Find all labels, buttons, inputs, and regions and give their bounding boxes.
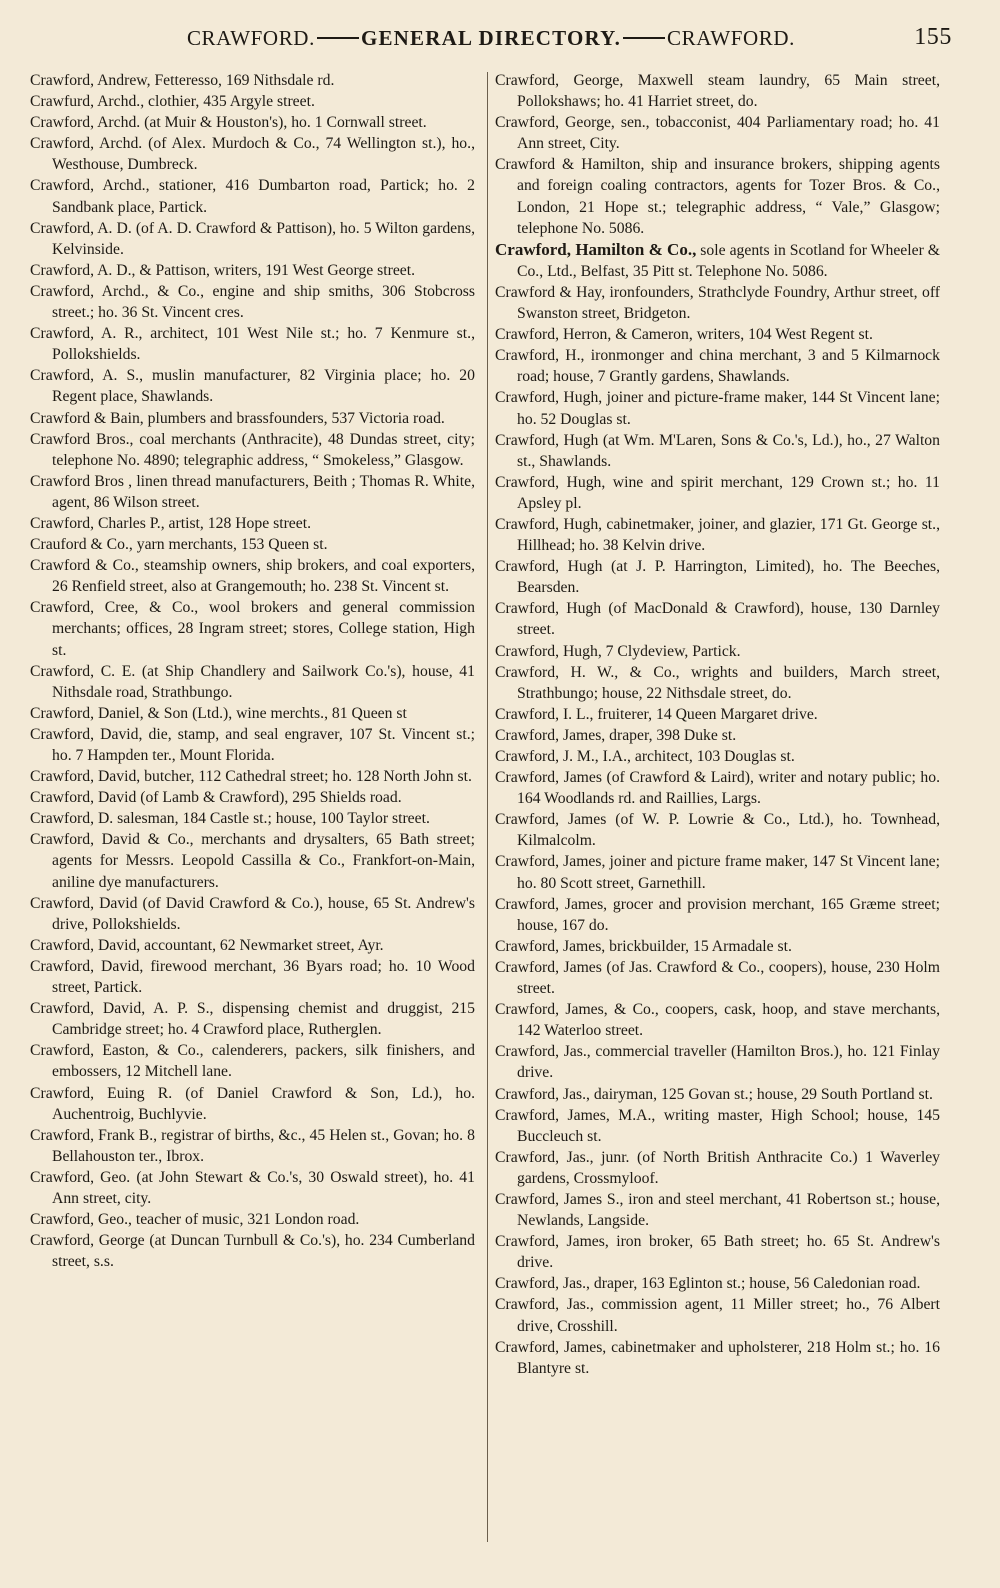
- directory-entry: Crawford, H., ironmonger and china merchant, 3 and 5 Kilmarnock road; house, 7 Grantly gardens, Shawlands.: [495, 347, 940, 386]
- header-title: GENERAL DIRECTORY.: [360, 26, 622, 50]
- column-divider: [487, 72, 488, 1542]
- left-column: [30, 70, 475, 1272]
- directory-entry: Crawford Bros., coal merchants (Anthracite), 48 Dundas street, city; telephone No. 4890; telegraphic address, “ Smokeless,” Glasgow.: [30, 430, 475, 469]
- directory-entry: Crawford, Geo., teacher of music, 321 London road.: [30, 1211, 360, 1229]
- directory-entry: Crawford, David (of Lamb & Crawford), 295 Shields road.: [30, 789, 402, 807]
- directory-entry: Crawford, Archd. (at Muir & Houston's), ho. 1 Cornwall street.: [30, 114, 427, 132]
- directory-entry: Crawford, Herron, & Cameron, writers, 104 West Regent st.: [495, 326, 873, 344]
- directory-entry: Crawford, James, grocer and provision merchant, 165 Græme street; house, 167 do.: [495, 895, 940, 934]
- directory-entry: Crawford, David, firewood merchant, 36 Byars road; ho. 10 Wood street, Partick.: [30, 957, 475, 997]
- directory-entry: Crawford, David, accountant, 62 Newmarket street, Ayr.: [30, 936, 384, 954]
- directory-entry: Crawford, Hugh, 7 Clydeview, Partick.: [495, 642, 741, 660]
- directory-entry: Crawford, Hugh, cabinetmaker, joiner, and glazier, 171 Gt. George st., Hillhead; ho. 38 Kelvin drive.: [495, 515, 940, 555]
- directory-entry: Crawford, C. E. (at Ship Chandlery and Sailwork Co.'s), house, 41 Nithsdale road, Strathbungo.: [30, 662, 475, 701]
- directory-entry: Crawford & Bain, plumbers and brassfounders, 537 Victoria road.: [30, 409, 445, 427]
- directory-entry: Crawford, A. S., muslin manufacturer, 82 Virginia place; ho. 20 Regent place, Shawlands.: [30, 367, 475, 406]
- directory-entry: Crawford, David (of David Crawford & Co.), house, 65 St. Andrew's drive, Pollokshields.: [30, 894, 475, 933]
- directory-entry: Crawford, James, & Co., coopers, cask, hoop, and stave merchants, 142 Waterloo street.: [495, 1001, 940, 1040]
- directory-entry: Crawford, George (at Duncan Turnbull & Co.'s), ho. 234 Cumberland street, s.s.: [30, 1232, 475, 1271]
- directory-entry: Crawford, Cree, & Co., wool brokers and general commission merchants; offices, 28 Ingram street; stores, College station, High st.: [30, 599, 475, 659]
- directory-entry: Crawford, A. R., architect, 101 West Nile st.; ho. 7 Kenmure st., Pollokshields.: [30, 325, 475, 364]
- entry-text: sole agents in Scotland for Wheeler & Co., Ltd., Belfast, 35 Pitt st. Telephone No. 5086.: [517, 241, 940, 280]
- directory-entry: Crawford, Hugh, wine and spirit merchant, 129 Crown st.; ho. 11 Apsley pl.: [495, 473, 940, 512]
- directory-entry: Crawford, George, sen., tobacconist, 404 Parliamentary road; ho. 41 Ann street, City.: [495, 114, 940, 153]
- directory-entry: Crawford, James, joiner and picture frame maker, 147 St Vincent lane; ho. 80 Scott street, Garnethill.: [495, 853, 940, 892]
- directory-entry: Crawford, A. D., & Pattison, writers, 191 West George street.: [30, 261, 416, 279]
- directory-entry: Crawford, Frank B., registrar of births, &c., 45 Helen st., Govan; ho. 8 Bellahouston ter., Ibrox.: [30, 1126, 475, 1165]
- directory-entry: Crawford, Easton, & Co., calenderers, packers, silk finishers, and embossers, 12 Mitchell lane.: [30, 1042, 475, 1081]
- directory-entry: Crawford, Andrew, Fetteresso, 169 Nithsdale rd.: [30, 72, 335, 89]
- directory-entry: Crawford & Hamilton, ship and insurance brokers, shipping agents and foreign coaling contractors, agents for Tozer Bros. & Co., London, 21 Hope st.; telegraphic address, “ Vale,” Glasgow; telephone No. 5086.: [495, 156, 940, 237]
- directory-entry: Crawford, James (of W. P. Lowrie & Co., Ltd.), ho. Townhead, Kilmalcolm.: [495, 811, 940, 850]
- directory-entry: Crawford, David, butcher, 112 Cathedral street; ho. 128 North John st.: [30, 768, 472, 786]
- directory-entry: Crawford, George, Maxwell steam laundry, 65 Main street, Pollokshaws; ho. 41 Harriet street, do.: [495, 72, 940, 111]
- directory-entry: Crawford, Hugh (at J. P. Harrington, Limited), ho. The Beeches, Bearsden.: [495, 558, 940, 597]
- directory-entry: Crawford, J. M., I.A., architect, 103 Douglas st.: [495, 748, 795, 765]
- directory-entry: Crawford, James, draper, 398 Duke st.: [495, 726, 737, 744]
- directory-entry: Crawford, Archd., & Co., engine and ship smiths, 306 Stobcross street.; ho. 36 St. Vincent cres.: [30, 282, 475, 322]
- directory-entry: Crawford, Hugh (at Wm. M'Laren, Sons & Co.'s, Ld.), ho., 27 Walton st., Shawlands.: [495, 431, 940, 470]
- directory-entry: Crawford, Geo. (at John Stewart & Co.'s, 30 Oswald street), ho. 41 Ann street, city.: [30, 1168, 475, 1207]
- directory-entry: Crawford, David & Co., merchants and drysalters, 65 Bath street; agents for Messrs. Leopold Cassilla & Co., Frankfort-on-Main, aniline dye manufacturers.: [30, 831, 475, 891]
- directory-entry: Crawford, James, iron broker, 65 Bath street; ho. 65 St. Andrew's drive.: [495, 1233, 940, 1272]
- directory-entry: Crawford, Archd., stationer, 416 Dumbarton road, Partick; ho. 2 Sandbank place, Partick.: [30, 177, 475, 216]
- directory-entry: Crawford, James, brickbuilder, 15 Armadale st.: [495, 937, 792, 955]
- directory-entry: Crawford, Hugh (of MacDonald & Crawford), house, 130 Darnley street.: [495, 600, 940, 639]
- directory-entry: Crawford, Jas., junr. (of North British Anthracite Co.) 1 Waverley gardens, Crossmyloof.: [495, 1148, 940, 1187]
- directory-entry: Crawford, James, M.A., writing master, High School; house, 145 Buccleuch st.: [495, 1106, 940, 1145]
- directory-entry: Crawford, D. salesman, 184 Castle st.; house, 100 Taylor street.: [30, 810, 430, 828]
- directory-entry: Crawford, A. D. (of A. D. Crawford & Pattison), ho. 5 Wilton gardens, Kelvinside.: [30, 219, 475, 258]
- directory-entry: Crawford, Hugh, joiner and picture-frame maker, 144 St Vincent lane; ho. 52 Douglas st.: [495, 389, 940, 428]
- directory-entry: Crawford, David, A. P. S., dispensing chemist and druggist, 215 Cambridge street; ho. 4 Crawford place, Rutherglen.: [30, 1000, 475, 1039]
- directory-entry: Crawford, I. L., fruiterer, 14 Queen Margaret drive.: [495, 705, 818, 723]
- directory-entry: Crawford, Jas., dairyman, 125 Govan st.; house, 29 South Portland st.: [495, 1085, 933, 1103]
- directory-entry: Crawford Bros , linen thread manufacturers, Beith ; Thomas R. White, agent, 86 Wilson street.: [30, 472, 475, 511]
- directory-entry: Crawford, James, cabinetmaker and upholsterer, 218 Holm st.; ho. 16 Blantyre st.: [495, 1338, 940, 1377]
- directory-entry: Crawford, Jas., commission agent, 11 Miller street; ho., 76 Albert drive, Crosshill.: [495, 1296, 940, 1335]
- header-run: [187, 26, 795, 51]
- directory-entry: Crawford, James (of Crawford & Laird), writer and notary public; ho. 164 Woodlands rd. and Raillies, Largs.: [495, 769, 940, 808]
- directory-entry: [495, 239, 940, 282]
- header-right-word: CRAWFORD.: [667, 26, 796, 50]
- directory-entry: Crawford, James (of Jas. Crawford & Co., coopers), house, 230 Holm street.: [495, 958, 940, 998]
- directory-entry: Crawford, James S., iron and steel merchant, 41 Robertson st.; house, Newlands, Langside.: [495, 1190, 940, 1230]
- directory-entry: Crawford, Charles P., artist, 128 Hope street.: [30, 514, 312, 532]
- directory-entry: Crawford, David, die, stamp, and seal engraver, 107 St. Vincent st.; ho. 7 Hampden ter., Mount Florida.: [30, 725, 475, 764]
- directory-entry: Crawfurd, Archd., clothier, 435 Argyle street.: [30, 93, 315, 111]
- entry-lead-bold: Crawford, Hamilton & Co.,: [495, 239, 697, 259]
- directory-entry: Crawford, Archd. (of Alex. Murdoch & Co., 74 Wellington st.), ho., Westhouse, Dumbreck.: [30, 135, 475, 174]
- header-left-word: CRAWFORD.: [186, 26, 315, 50]
- directory-entry: Crawford, Euing R. (of Daniel Crawford & Son, Ld.), ho. Auchentroig, Buchlyvie.: [30, 1084, 475, 1123]
- directory-entry: Crawford, Jas., commercial traveller (Hamilton Bros.), ho. 121 Finlay drive.: [495, 1043, 940, 1082]
- directory-entry: Crawford, Daniel, & Son (Ltd.), wine merchts., 81 Queen st: [30, 704, 407, 722]
- header-dash-left: [317, 37, 359, 39]
- directory-entry: Crawford & Hay, ironfounders, Strathclyde Foundry, Arthur street, off Swanston street, Bridgeton.: [495, 283, 940, 323]
- page-number: 155: [914, 24, 952, 50]
- directory-entry: Crawford & Co., steamship owners, ship brokers, and coal exporters, 26 Renfield street, also at Grangemouth; ho. 238 St. Vincent st.: [30, 557, 475, 596]
- right-column: [495, 70, 940, 1379]
- directory-entry: Crawford, H. W., & Co., wrights and builders, March street, Strathbungo; house, 22 Nithsdale street, do.: [495, 663, 940, 702]
- running-header: [30, 26, 952, 54]
- directory-entry: Crawford, Jas., draper, 163 Eglinton st.; house, 56 Caledonian road.: [495, 1275, 921, 1293]
- directory-entry: Crauford & Co., yarn merchants, 153 Queen st.: [30, 536, 328, 554]
- header-dash-right: [623, 37, 665, 39]
